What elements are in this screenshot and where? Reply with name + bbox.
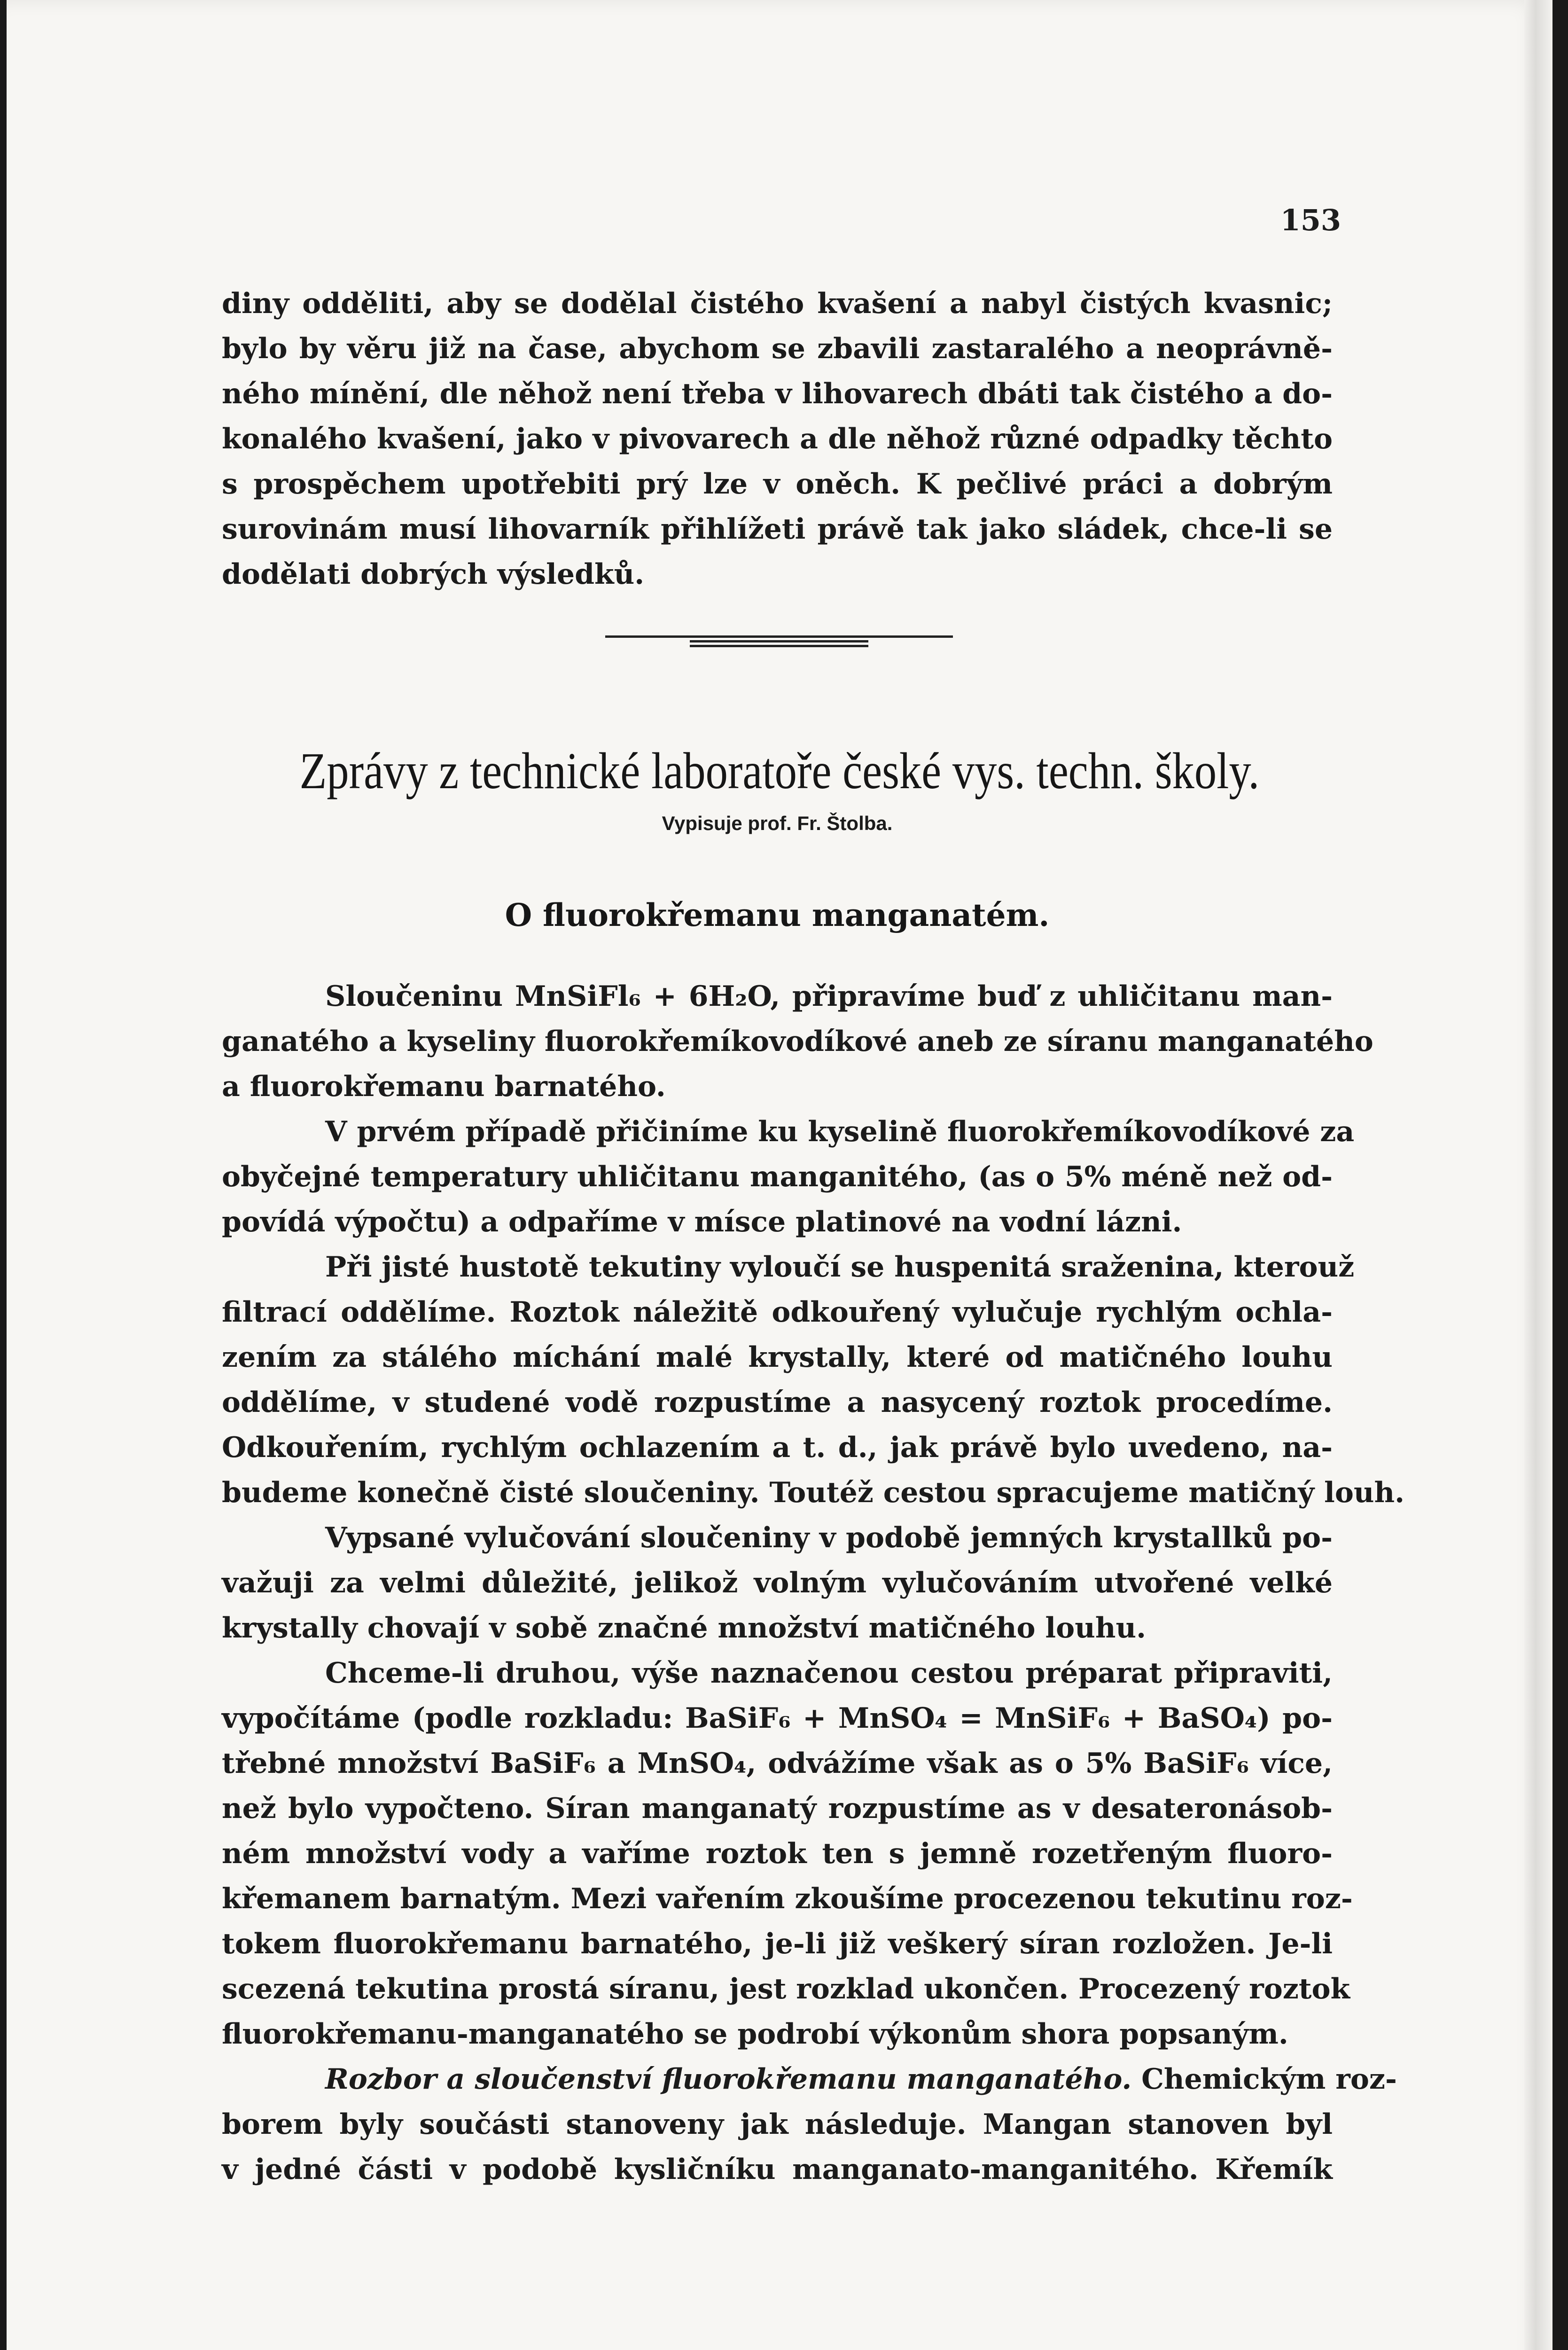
body-line: ganatého a kyseliny fluorokřemíkovodíkové aneb ze síranu manganatého [222, 1025, 1373, 1058]
italic-lead: Rozbor a sloučenství fluorokřemanu manganatého. [325, 2063, 1132, 2096]
section-title: Zprávy z technické laboratoře české vys. techn. školy. [299, 742, 1260, 799]
page-edge-shadow [1524, 0, 1552, 2350]
body-line: scezená tekutina prostá síranu, jest rozklad ukončen. Procezený roztok [222, 1973, 1350, 2005]
body-line: Sloučeninu MnSiFl₆ + 6H₂O, připravíme buď z uhličitanu man- [325, 980, 1333, 1013]
body-line: obyčejné temperatury uhličitanu manganitého, (as o 5% méně než od- [222, 1160, 1333, 1193]
intro-line: diny odděliti, aby se dodělal čistého kvašení a nabyl čistých kvasnic; [222, 287, 1333, 320]
body-line: než bylo vypočteno. Síran manganatý rozpustíme as v desateronásob- [222, 1792, 1333, 1825]
body-line: povídá výpočtu) a odpaříme v mísce platinové na vodní lázni. [222, 1206, 1182, 1238]
body-line: zením za stálého míchání malé krystally, které od matičného louhu [222, 1341, 1333, 1374]
body-line: tokem fluorokřemanu barnatého, je-li již veškerý síran rozložen. Je-li [222, 1927, 1333, 1960]
body-line: Odkouřením, rychlým ochlazením a t. d., jak právě bylo uvedeno, na- [222, 1431, 1333, 1464]
body-line: filtrací oddělíme. Roztok náležitě odkouřený vylučuje rychlým ochla- [222, 1296, 1333, 1329]
scanned-page [7, 0, 1546, 2350]
body-line: třebné množství BaSiF₆ a MnSO₄, odvážíme však as o 5% BaSiF₆ více, [222, 1747, 1333, 1780]
body-line: oddělíme, v studené vodě rozpustíme a nasycený roztok procedíme. [222, 1386, 1333, 1419]
intro-line: s prospěchem upotřebiti prý lze v oněch. K pečlivé práci a dobrým [222, 468, 1333, 501]
intro-line: dodělati dobrých výsledků. [222, 558, 645, 591]
body-line: Vypsané vylučování sloučeniny v podobě jemných krystallků po- [325, 1521, 1333, 1554]
article-subtitle: O fluorokřemanu manganatém. [505, 897, 1050, 933]
body-line: Při jisté hustotě tekutiny vyloučí se huspenitá sraženina, kterouž [325, 1251, 1355, 1284]
closing-line: borem byly součásti stanoveny jak následuje. Mangan stanoven byl [222, 2108, 1333, 2141]
intro-line: konalého kvašení, jako v pivovarech a dle něhož různé odpadky těchto [222, 423, 1333, 455]
intro-line: surovinám musí lihovarník přihlížeti právě tak jako sládek, chce-li se [222, 513, 1333, 546]
closing-paragraph [222, 2057, 1397, 2192]
body-line: V prvém případě přičiníme ku kyselině fluorokřemíkovodíkové za [325, 1115, 1355, 1148]
body-line: krystally chovají v sobě značné množství matičného louhu. [222, 1612, 1146, 1645]
intro-line: ného mínění, dle něhož není třeba v lihovarech dbáti tak čistého a do- [222, 377, 1333, 410]
closing-line-rest: Chemickým roz- [1131, 2063, 1397, 2096]
intro-line: bylo by věru již na čase, abychom se zbavili zastaralého a neoprávně- [222, 332, 1333, 365]
body-line: křemanem barnatým. Mezi vařením zkoušíme procezenou tekutinu roz- [222, 1882, 1353, 1915]
body-line: Chceme-li druhou, výše naznačenou cestou préparat připraviti, [325, 1657, 1333, 1690]
page-number: 153 [1280, 203, 1341, 237]
body-line: vypočítáme (podle rozkladu: BaSiF₆ + MnSO₄ = MnSiF₆ + BaSO₄) po- [222, 1702, 1333, 1735]
closing-first-line [222, 2057, 1397, 2102]
section-divider [605, 635, 953, 650]
section-byline: Vypisuje prof. Fr. Štolba. [662, 812, 893, 834]
closing-line: v jedné části v podobě kysličníku manganato-manganitého. Křemík [222, 2153, 1333, 2186]
intro-paragraph [222, 281, 1333, 597]
article-body [222, 974, 1404, 2057]
body-line: a fluorokřemanu barnatého. [222, 1070, 666, 1103]
body-line: važuji za velmi důležité, jelikož volným vylučováním utvořené velké [222, 1567, 1333, 1599]
body-line: budeme konečně čisté sloučeniny. Toutéž cestou spracujeme matičný louh. [222, 1476, 1404, 1509]
body-line: ném množství vody a vaříme roztok ten s jemně rozetřeným fluoro- [222, 1837, 1333, 1870]
body-line: fluorokřemanu-manganatého se podrobí výkonům shora popsaným. [222, 2018, 1288, 2051]
